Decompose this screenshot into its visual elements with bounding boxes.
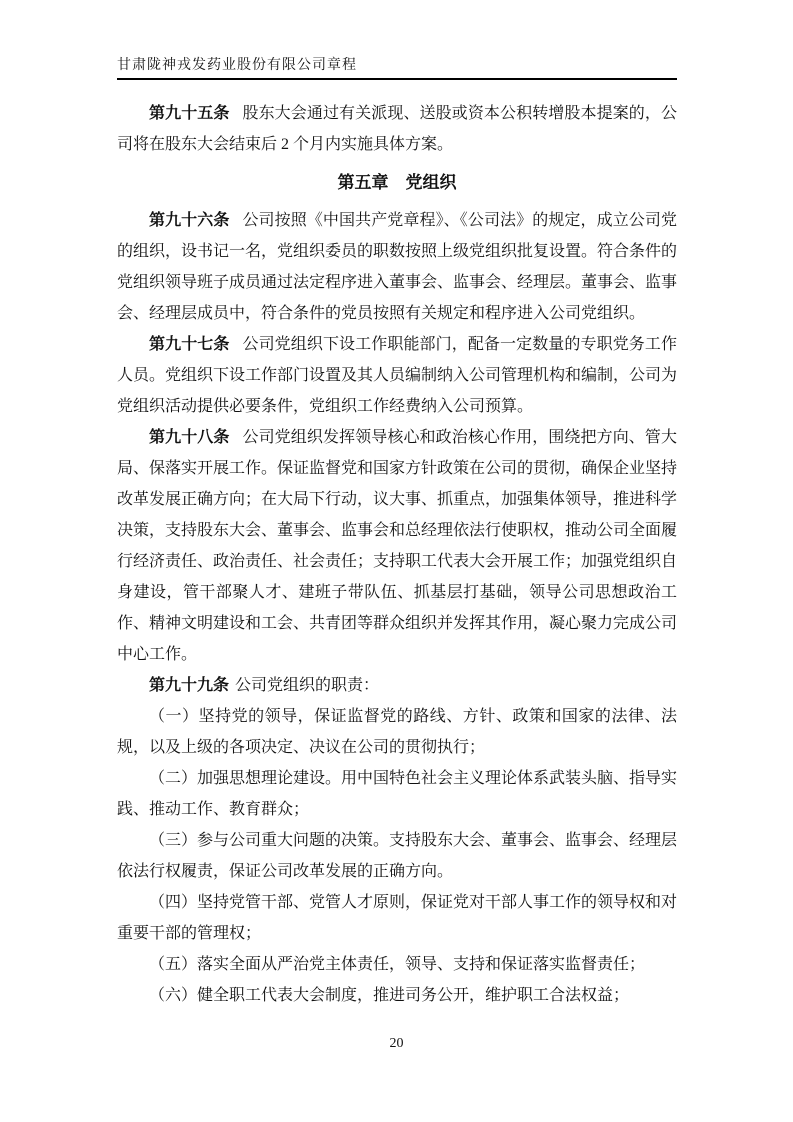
- page-footer: [0, 1036, 793, 1052]
- article-97-paragraph: [117, 329, 677, 422]
- article-98-label: 第九十八条: [149, 429, 230, 446]
- article-97-text: 公司党组织下设工作职能部门，配备一定数量的专职党务工作人员。党组织下设工作部门设置及其人员编制纳入公司管理机构和编制，公司为党组织活动提供必要条件，党组织工作经费纳入公司预算。: [117, 336, 678, 415]
- page-header: [117, 54, 677, 80]
- article-96-label: 第九十六条: [149, 212, 230, 229]
- duty-item-4-text: （四）坚持党管干部、党管人才原则，保证党对干部人事工作的领导权和对重要干部的管理权；: [117, 894, 678, 942]
- duty-item-6-text: （六）健全职工代表大会制度，推进司务公开，维护职工合法权益；: [149, 987, 630, 1004]
- article-99-label: 第九十九条: [149, 677, 230, 694]
- article-99-text: 公司党组织的职责：: [235, 677, 380, 694]
- duty-item-3: [117, 825, 677, 887]
- article-97-label: 第九十七条: [149, 336, 230, 353]
- article-98-paragraph: [117, 422, 677, 670]
- article-99-paragraph: [117, 670, 677, 701]
- duty-item-2-text: （二）加强思想理论建设。用中国特色社会主义理论体系武装头脑、指导实践、推动工作、教育群众；: [117, 770, 678, 818]
- duty-item-5: [117, 949, 677, 980]
- article-95-paragraph: [117, 98, 677, 160]
- article-95-text: 股东大会通过有关派现、送股或资本公积转增股本提案的，公司将在股东大会结束后 2 个月内实施具体方案。: [117, 105, 677, 153]
- duty-item-2: [117, 763, 677, 825]
- chapter-5-heading: [117, 167, 677, 198]
- duty-item-3-text: （三）参与公司重大问题的决策。支持股东大会、董事会、监事会、经理层依法行权履责，保证公司改革发展的正确方向。: [117, 832, 678, 880]
- chapter-5-title: 第五章 党组织: [337, 173, 457, 192]
- doc-title: 甘肃陇神戎发药业股份有限公司章程: [117, 58, 357, 73]
- duty-item-4: [117, 887, 677, 949]
- page-number: 20: [389, 1036, 404, 1051]
- article-98-text: 公司党组织发挥领导核心和政治核心作用，围绕把方向、管大局、保落实开展工作。保证监督党和国家方针政策在公司的贯彻，确保企业坚持改革发展正确方向；在大局下行动，议大事、抓重点，加强集体领导，推进科学决策，支持股东大会、董事会、监事会和总经理依法行使职权，推动公司全面履行经济责任、政治责任、社会责任；支持职工代表大会开展工作；加强党组织自身建设，管干部聚人才、建班子带队伍、抓基层打基础，领导公司思想政治工作、精神文明建设和工会、共青团等群众组织并发挥其作用，凝心聚力完成公司中心工作。: [117, 429, 678, 663]
- document-body: [117, 98, 677, 1011]
- article-95-label: 第九十五条: [149, 105, 230, 122]
- duty-item-1: [117, 701, 677, 763]
- article-96-text: 公司按照《中国共产党章程》、《公司法》的规定，成立公司党的组织，设书记一名，党组织委员的职数按照上级党组织批复设置。符合条件的党组织领导班子成员通过法定程序进入董事会、监事会、经理层。董事会、监事会、经理层成员中，符合条件的党员按照有关规定和程序进入公司党组织。: [117, 212, 678, 322]
- duty-item-6: [117, 980, 677, 1011]
- duty-item-1-text: （一）坚持党的领导，保证监督党的路线、方针、政策和国家的法律、法规，以及上级的各项决定、决议在公司的贯彻执行；: [117, 708, 677, 756]
- duty-item-5-text: （五）落实全面从严治党主体责任，领导、支持和保证落实监督责任；: [149, 956, 646, 973]
- article-96-paragraph: [117, 205, 677, 329]
